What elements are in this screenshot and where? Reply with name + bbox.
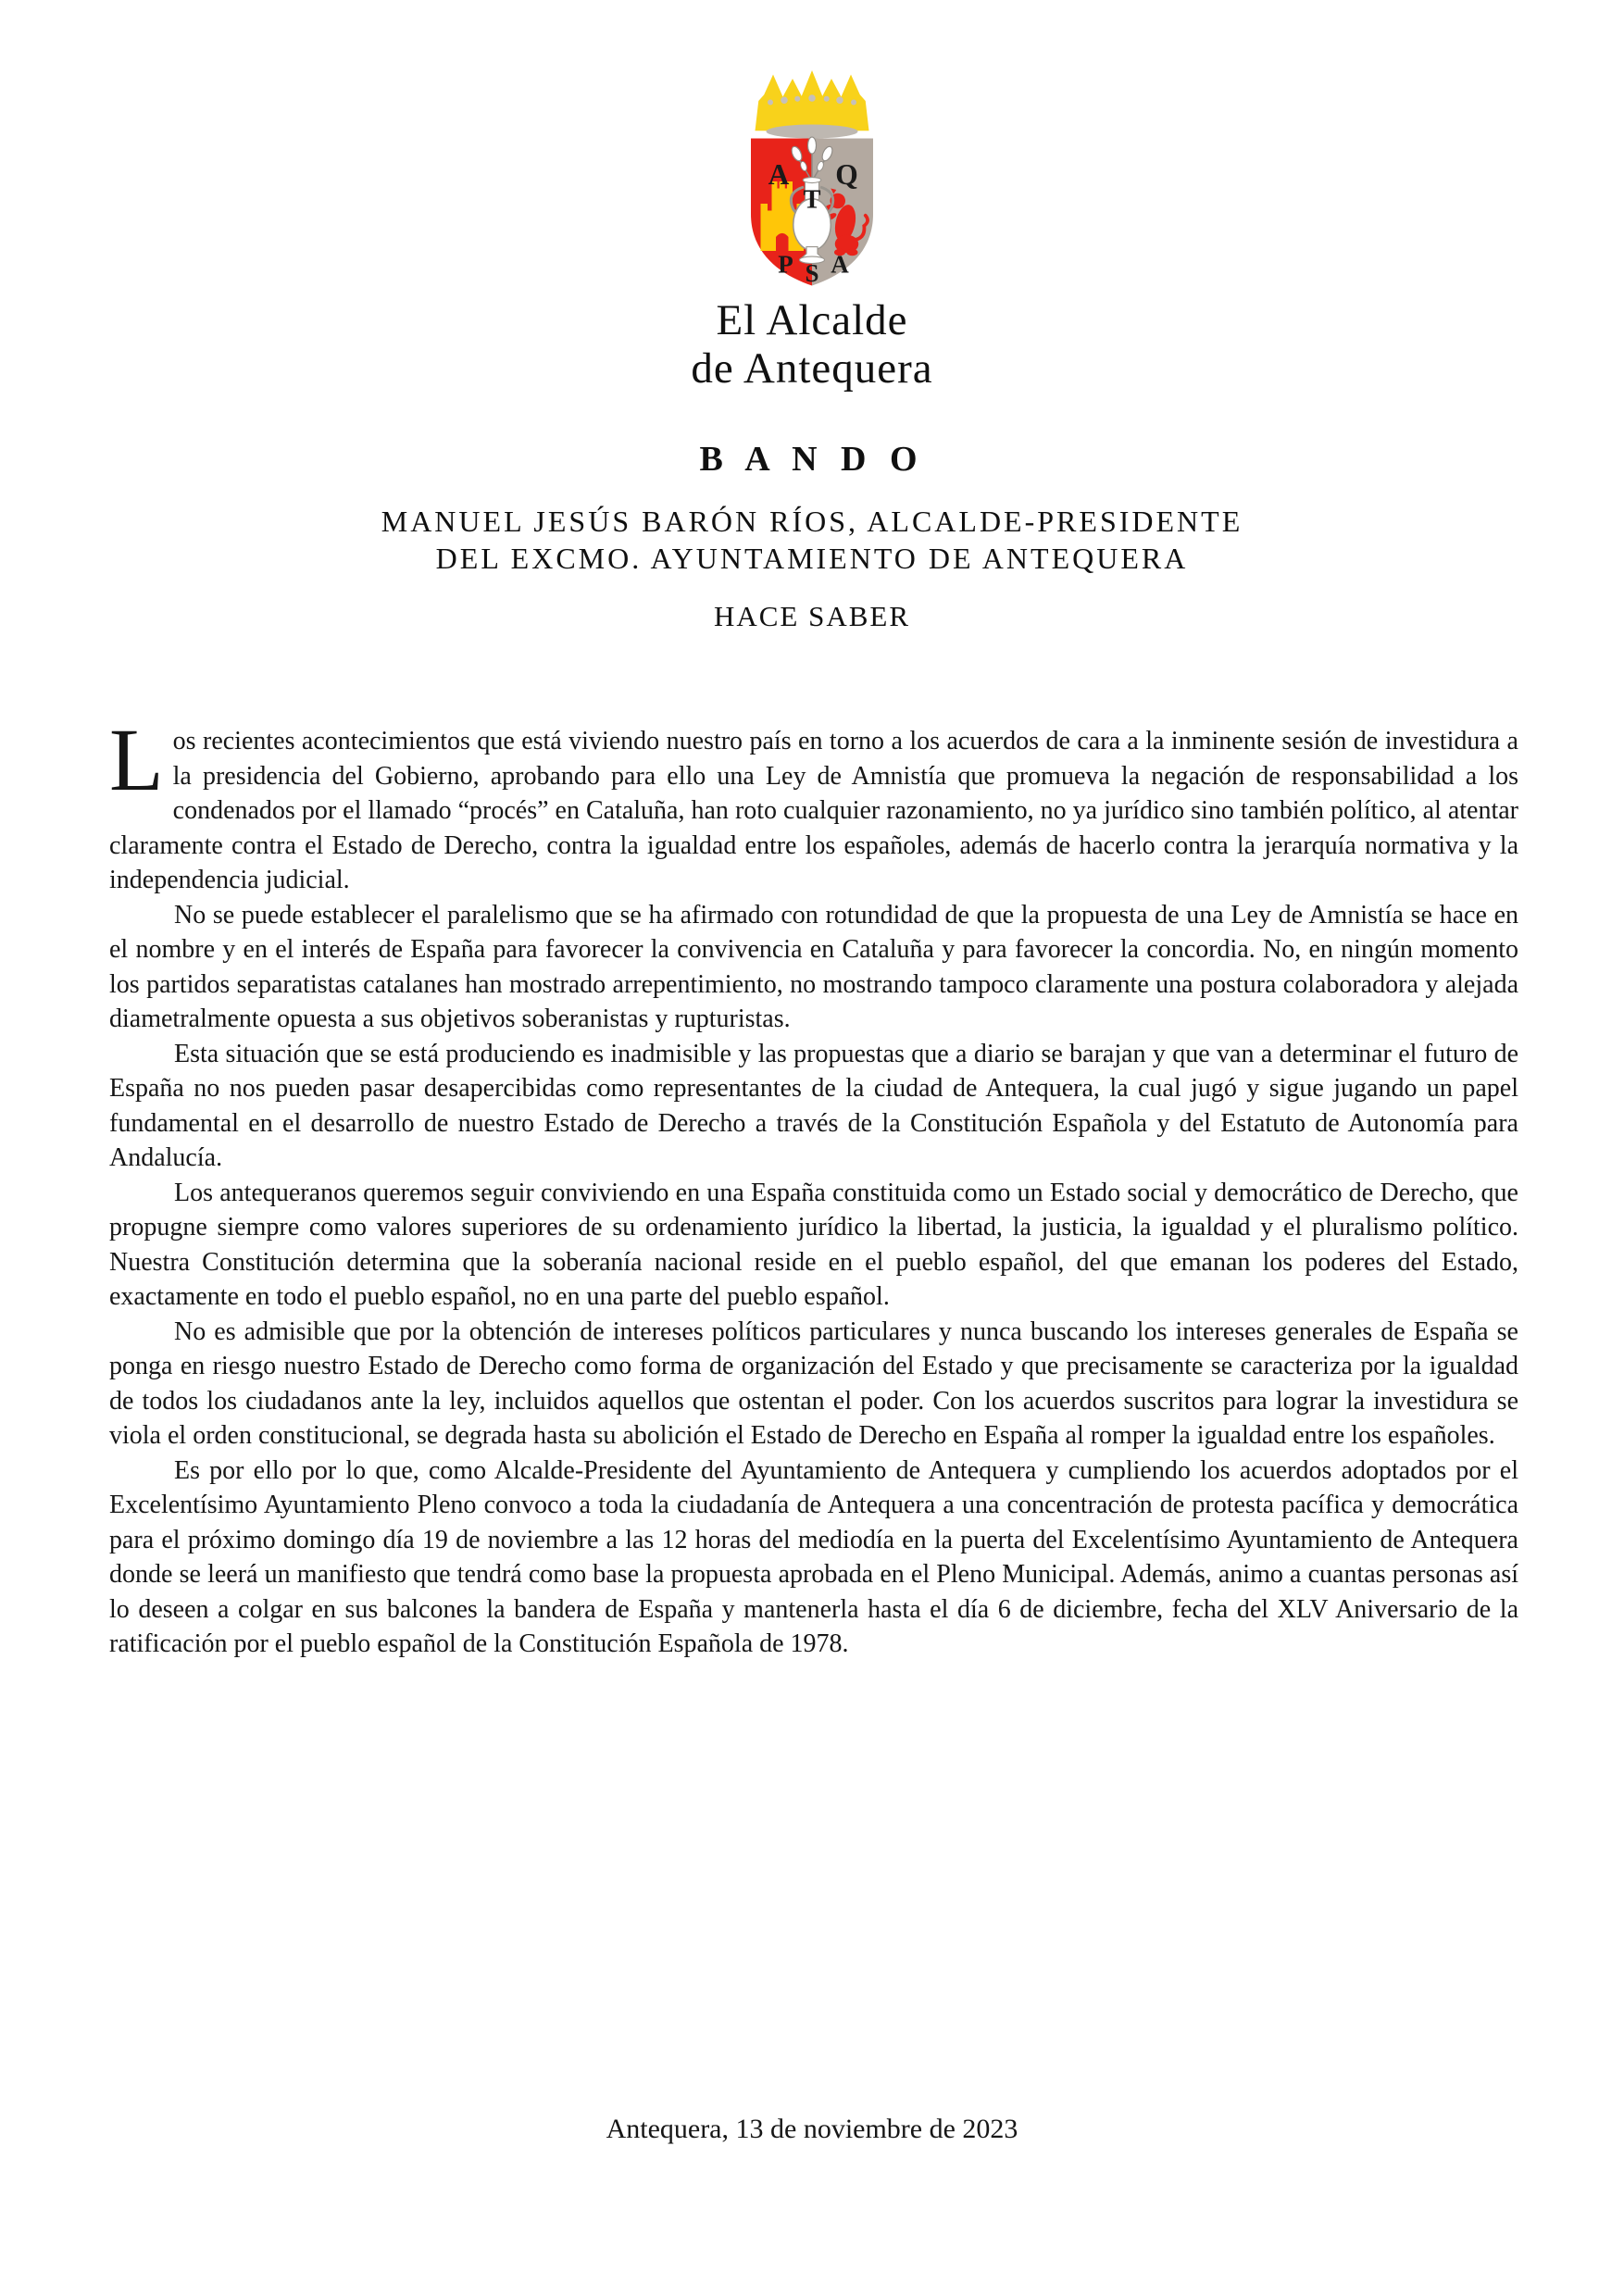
proclamation-heading: B A N D O [699, 440, 925, 479]
paragraph-text: os recientes acontecimientos que está viviendo nuestro país en torno a los acuerdos de cara a la inminente sesión de investidura a la presidencia del Gobierno, aprobando para ello una Ley de Amnistía que promueva la negación de responsabilidad a los condenados por el llamado “procés” en Cataluña, han roto cualquier razonamiento, no ya jurídico sino también político, al atentar claramente contra el Estado de Derecho, contra la igualdad entre los españoles, además de hacerlo contra la jerarquía normativa y la independencia judicial. [109, 727, 1518, 894]
announcement-label: HACE SABER [713, 600, 911, 632]
body-paragraph: Esta situación que se está produciendo es inadmisible y las propuestas que a diario se barajan y que van a determinar el futuro de España no nos pueden pasar desapercibidas como representantes de la ciudad de Antequera, la cual jugó y sigue jugando un papel fundamental en el desarrollo de nuestro Estado de Derecho a través de la Constitución Española y del Estatuto de Autonomía para Andalucía. [109, 1039, 1518, 1172]
crest-letter-q: Q [835, 158, 858, 191]
crest-letter-s: S [805, 259, 819, 287]
proclamation-body [109, 710, 1518, 1662]
body-paragraph: Los antequeranos queremos seguir conviviendo en una España constituida como un Estado social y democrático de Derecho, que propugne siempre como valores superiores de su ordenamiento jurídico la libertad, la justicia, la igualdad y el pluralismo político. Nuestra Constitución determina que la soberanía nacional reside en el pueblo español, del que emanan los poderes del Estado, exactamente en todo el pueblo español, no en una parte del pueblo español. [109, 1178, 1518, 1311]
body-paragraph: No es admisible que por la obtención de intereses políticos particulares y nunca buscando los intereses generales de España se ponga en riesgo nuestro Estado de Derecho como forma de organización del Estado y que precisamente se caracteriza por la igualdad de todos los ciudadanos ante la ley, incluidos aquellos que ostentan el poder. Con los acuerdos suscritos para lograr la investidura se viola el orden constitucional, se degrada hasta su abolición el Estado de Derecho en España al romper la igualdad entre los españoles. [109, 1316, 1518, 1450]
title-line-1: El Alcalde [716, 296, 908, 344]
crest-letter-p: P [778, 250, 793, 279]
issuer-line-1: MANUEL JESÚS BARÓN RÍOS, ALCALDE-PRESIDENTE [381, 505, 1243, 538]
crest-letter-a-top: A [768, 158, 790, 191]
castle-door [776, 233, 789, 251]
crest-letter-a-bottom: A [831, 250, 849, 279]
body-paragraph: No se puede establecer el paralelismo que se ha afirmado con rotundidad de que la propuesta de una Ley de Amnistía se hace en el nombre y en el interés de España para favorecer la convivencia en Cataluña y para favorecer la concordia. No, en ningún momento los partidos separatistas catalanes han mostrado arrepentimiento, no mostrando tampoco claramente una postura colaboradora y alejada diametralmente opuesta a sus objetivos soberanistas y rupturistas. [109, 900, 1518, 1033]
drop-cap: L [109, 710, 164, 809]
body-paragraph: Es por ello por lo que, como Alcalde-Presidente del Ayuntamiento de Antequera y cumpliendo los acuerdos adoptados por el Excelentísimo Ayuntamiento Pleno convoco a toda la ciudadanía de Antequera a una concentración de protesta pacífica y democrática para el próximo domingo día 19 de noviembre a las 12 horas del mediodía en la puerta del Excelentísimo Ayuntamiento de Antequera donde se leerá un manifiesto que tendrá como base la propuesta aprobada en el Pleno Municipal. Además, animo a cuantas personas así lo deseen a colgar en sus balcones la bandera de España y mantenerla hasta el día 6 de diciembre, fecha del XLV Aniversario de la ratificación por el pueblo español de la Constitución Española de 1978. [109, 1455, 1518, 1658]
document-title [0, 296, 1624, 393]
body-paragraph [109, 710, 1518, 898]
issuer-line-2: DEL EXCMO. AYUNTAMIENTO DE ANTEQUERA [435, 542, 1189, 575]
crown-icon [756, 70, 869, 139]
crest-letter-t: T [803, 185, 821, 215]
title-line-2: de Antequera [691, 344, 933, 393]
date-line: Antequera, 13 de noviembre de 2023 [606, 2114, 1018, 2144]
coat-of-arms [0, 65, 1624, 292]
antequera-crest-icon [743, 65, 881, 287]
issuer-heading [0, 503, 1624, 577]
